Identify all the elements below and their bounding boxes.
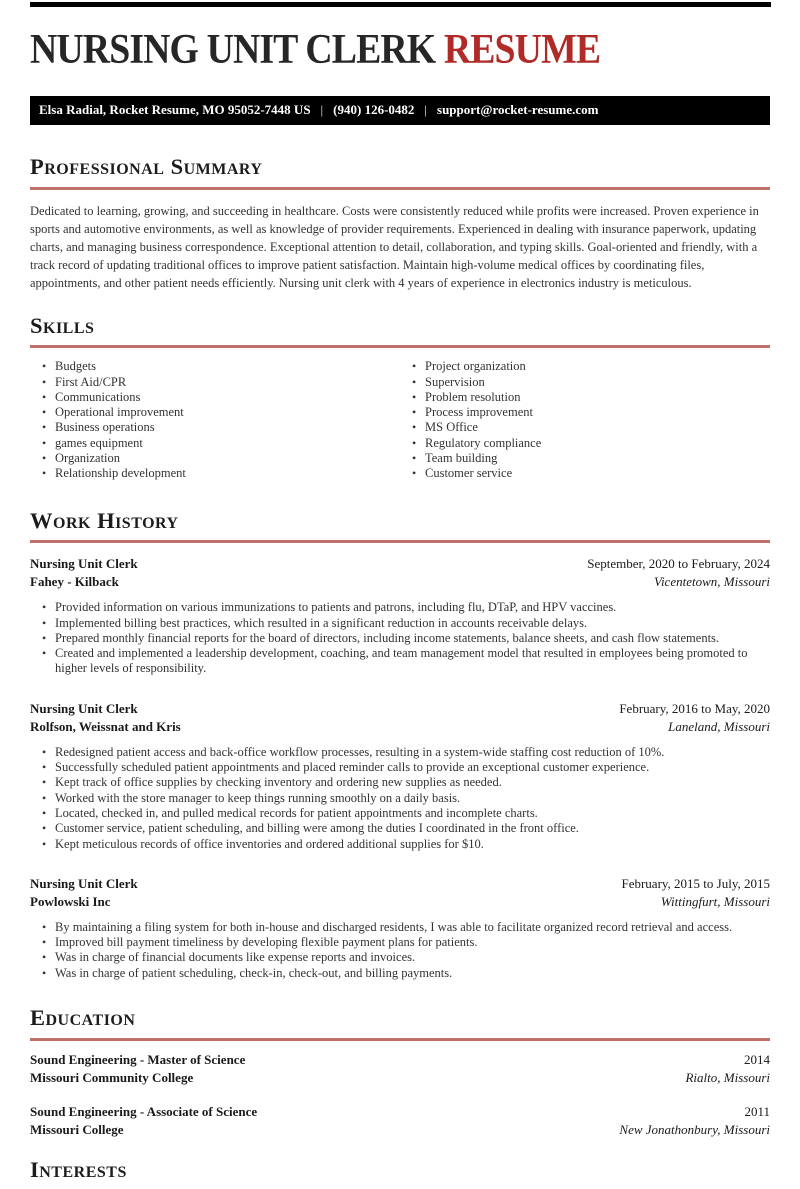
skill-item: • First Aid/CPR: [30, 375, 400, 390]
job-bullet: • Was in charge of patient scheduling, check-in, check-out, and billing payments.: [30, 966, 770, 981]
job-company: Fahey - Kilback: [30, 574, 119, 590]
job-dates: February, 2016 to May, 2020: [619, 700, 770, 716]
education-school: Missouri College: [30, 1121, 124, 1137]
education-year: 2014: [744, 1051, 770, 1067]
skills-column-left: [30, 359, 400, 481]
job-bullet: • Created and implemented a leadership development, coaching, and team management model that resulted in employees being promoted to higher levels of responsibility.: [30, 646, 770, 677]
job-company-row: [30, 573, 770, 591]
job-title-row: [30, 555, 770, 573]
work-history-section: [30, 509, 770, 981]
summary-section: [30, 155, 770, 292]
skill-item: • Operational improvement: [30, 405, 400, 420]
skill-item: • Customer service: [400, 466, 770, 481]
skill-item: • games equipment: [30, 436, 400, 451]
job-company: Rolfson, Weissnat and Kris: [30, 718, 181, 734]
skills-columns: [30, 359, 770, 481]
work-history-heading: Work History: [30, 509, 770, 544]
education-location: Rialto, Missouri: [685, 1069, 770, 1085]
job-bullet: • Prepared monthly financial reports for the board of directors, including income statements, balance sheets, and cash flow statements.: [30, 631, 770, 646]
job-bullet: • By maintaining a filing system for both in-house and discharged residents, I was able to facilitate organized record retrieval and access.: [30, 920, 770, 935]
education-degree: Sound Engineering - Associate of Science: [30, 1103, 258, 1119]
job-bullet: • Kept meticulous records of office inventories and ordered additional supplies for $10.: [30, 837, 770, 852]
skill-item: • Project organization: [400, 359, 770, 374]
next-section-clipped: [30, 1156, 770, 1182]
job-bullet: • Redesigned patient access and back-office workflow processes, resulting in a system-wide staffing cost reduction of 10%.: [30, 745, 770, 760]
skill-item: • Process improvement: [400, 405, 770, 420]
summary-paragraph: Dedicated to learning, growing, and succeeding in healthcare. Costs were consistently reduced while profits were increased. Proven experience in sports and automotive environments, as well as knowledge of provider requirements. Experienced in dealing with insurance paperwork, updating charts, and managing business correspondence. Exceptional attention to detail, collaboration, and typing skills. Goal-oriented and friendly, with a track record of updating traditional offices to improve patient satisfaction. Maintain high-volume medical offices by coordinating files, appointments, and other patient needs efficiently. Nursing unit clerk with 4 years of experience in electronics industry is meticulous.: [30, 203, 759, 290]
contact-email: support@rocket-resume.com: [437, 102, 599, 117]
job-bullet-list: [30, 600, 770, 676]
education-degree-row: [30, 1051, 770, 1069]
education-school-row: [30, 1069, 770, 1087]
skills-section: [30, 314, 770, 482]
education-location: New Jonathonbury, Missouri: [619, 1121, 770, 1137]
job-location: Vicentetown, Missouri: [653, 574, 770, 590]
page-title-black: NURSING UNIT CLERK: [30, 27, 444, 73]
job-bullet-list: [30, 920, 770, 981]
education-entry: [30, 1051, 770, 1087]
job-bullet: • Customer service, patient scheduling, and billing were among the duties I coordinated in the front office.: [30, 821, 770, 836]
skills-column-right: [400, 359, 770, 481]
job-location: Wittingfurt, Missouri: [660, 893, 770, 909]
page-title: [30, 29, 696, 71]
education-degree-row: [30, 1103, 770, 1121]
resume-page: [0, 27, 800, 1182]
contact-separator: |: [424, 102, 428, 117]
job-dates: February, 2015 to July, 2015: [621, 875, 770, 891]
job-company: Powlowski Inc: [30, 893, 111, 909]
job-bullet: • Implemented billing best practices, which resulted in a significant reduction in accounts receivable delays.: [30, 616, 770, 631]
job-bullet: • Kept track of office supplies by checking inventory and ordering new supplies as needed.: [30, 775, 770, 790]
job-title: Nursing Unit Clerk: [30, 700, 138, 716]
contact-name-address: Elsa Radial, Rocket Resume, MO 95052-7448 US: [39, 102, 311, 117]
education-school-row: [30, 1121, 770, 1139]
page-title-red: RESUME: [443, 27, 601, 73]
job-title: Nursing Unit Clerk: [30, 875, 138, 891]
job-bullet: • Improved bill payment timeliness by developing flexible payment plans for patients.: [30, 935, 770, 950]
job-bullet: • Worked with the store manager to keep things running smoothly on a daily basis.: [30, 791, 770, 806]
job-company-row: [30, 893, 770, 911]
job-entry: [30, 875, 770, 981]
contact-bar: [30, 96, 770, 125]
skills-heading: Skills: [30, 314, 770, 349]
contact-phone: (940) 126-0482: [333, 102, 415, 117]
job-title-row: [30, 875, 770, 893]
education-heading: Education: [30, 1006, 770, 1041]
skill-item: • Team building: [400, 451, 770, 466]
job-company-row: [30, 718, 770, 736]
education-entry: [30, 1103, 770, 1139]
job-location: Laneland, Missouri: [668, 718, 770, 734]
job-entry: [30, 700, 770, 852]
top-black-rule: [30, 2, 771, 7]
job-bullet: • Was in charge of financial documents like expense reports and invoices.: [30, 950, 770, 965]
summary-heading: Professional Summary: [30, 155, 770, 190]
skill-item: • Relationship development: [30, 466, 400, 481]
skill-item: • MS Office: [400, 420, 770, 435]
education-school: Missouri Community College: [30, 1069, 194, 1085]
contact-separator: |: [320, 102, 324, 117]
next-section-heading-partial: Interests: [30, 1156, 127, 1182]
job-bullet: • Provided information on various immunizations to patients and patrons, including flu, DTaP, and HPV vaccines.: [30, 600, 770, 615]
job-bullet-list: [30, 745, 770, 852]
skill-item: • Communications: [30, 390, 400, 405]
job-entry: [30, 555, 770, 676]
skills-list-left: [30, 359, 400, 481]
skill-item: • Problem resolution: [400, 390, 770, 405]
skill-item: • Regulatory compliance: [400, 436, 770, 451]
job-bullet: • Successfully scheduled patient appointments and placed reminder calls to provide an exceptional customer experience.: [30, 760, 770, 775]
education-degree: Sound Engineering - Master of Science: [30, 1051, 246, 1067]
skills-list-right: [400, 359, 770, 481]
job-dates: September, 2020 to February, 2024: [587, 556, 770, 572]
skill-item: • Supervision: [400, 375, 770, 390]
job-title: Nursing Unit Clerk: [30, 556, 138, 572]
job-bullet: • Located, checked in, and pulled medical records for patient appointments and incomplete charts.: [30, 806, 770, 821]
education-year: 2011: [744, 1103, 770, 1119]
education-section: [30, 1006, 770, 1139]
skill-item: • Budgets: [30, 359, 400, 374]
skill-item: • Business operations: [30, 420, 400, 435]
skill-item: • Organization: [30, 451, 400, 466]
job-title-row: [30, 700, 770, 718]
